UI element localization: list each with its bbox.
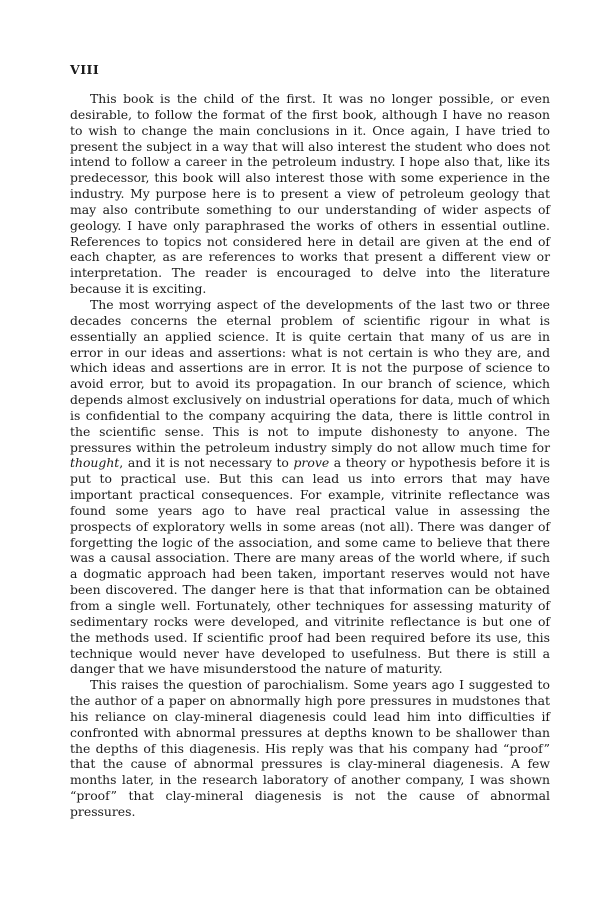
preface-body <box>70 91 550 820</box>
paragraph-2-part-a: The most worrying aspect of the developments of the last two or three decades concerns the eternal problem of scientific rigour in what is essentially an applied science. It is quite certain that many of us are in error in our ideas and assertions: what is not certain is who they are, and which ideas and assertions are in error. It is not the purpose of science to avoid error, but to avoid its propagation. In our branch of science, which depends almost exclusively on industrial operations for data, much of which is confidential to the company acquiring the data, there is little control in the scientific sense. This is not to impute dishonesty to anyone. The pressures within the petroleum industry simply do not allow much time for <box>70 296 550 455</box>
emphasis-thought: thought <box>70 455 120 471</box>
paragraph-3: This raises the question of parochialism. Some years ago I suggested to the author of a paper on abnormally high pore pressures in mudstones that his reliance on clay-mineral diagenesis could lead him into difficulties if confronted with abnormal pressures at depths known to be shallower than the depths of this diagenesis. His reply was that his company had “proof” that the cause of abnormal pressures is clay-mineral diagenesis. A few months later, in the research laboratory of another company, I was shown “proof” that clay-mineral diagenesis is not the cause of abnormal pressures. <box>70 677 550 819</box>
paragraph-2-part-b: , and it is not necessary to <box>119 455 294 471</box>
paragraph-2-part-c: a theory or hypothesis before it is put to practical use. But this can lead us into errors that may have important practical consequences. For example, vitrinite reflectance was found some years ago to have real practical value in assessing the prospects of exploratory wells in some areas (not all). There was danger of forgetting the logic of the association, and some came to believe that there was a causal association. There are many areas of the world where, if such a dogmatic approach had been taken, important reserves would not have been discovered. The danger here is that that information can be obtained from a single well. Fortunately, other techniques for assessing maturity of sedimentary rocks were developed, and vitrinite reflectance is but one of the methods used. If scientific proof had been required before its use, this technique would never have developed to usefulness. But there is still a danger that we have misunderstood the nature of maturity. <box>70 455 550 677</box>
paragraph-1: This book is the child of the first. It was no longer possible, or even desirable, to follow the format of the first book, although I have no reason to wish to change the main conclusions in it. Once again, I have tried to present the subject in a way that will also interest the student who does not intend to follow a career in the petroleum industry. I hope also that, like its predecessor, this book will also interest those with some experience in the industry. My purpose here is to present a view of petroleum geology that may also contribute something to our understanding of wider aspects of geology. I have only paraphrased the works of others in essential outline. References to topics not considered here in detail are given at the end of each chapter, as are references to works that present a different view or interpretation. The reader is encouraged to delve into the literature because it is exciting. <box>70 91 550 297</box>
emphasis-prove: prove <box>293 455 330 471</box>
page-number: VIII <box>70 62 100 77</box>
paragraph-2 <box>70 297 550 677</box>
